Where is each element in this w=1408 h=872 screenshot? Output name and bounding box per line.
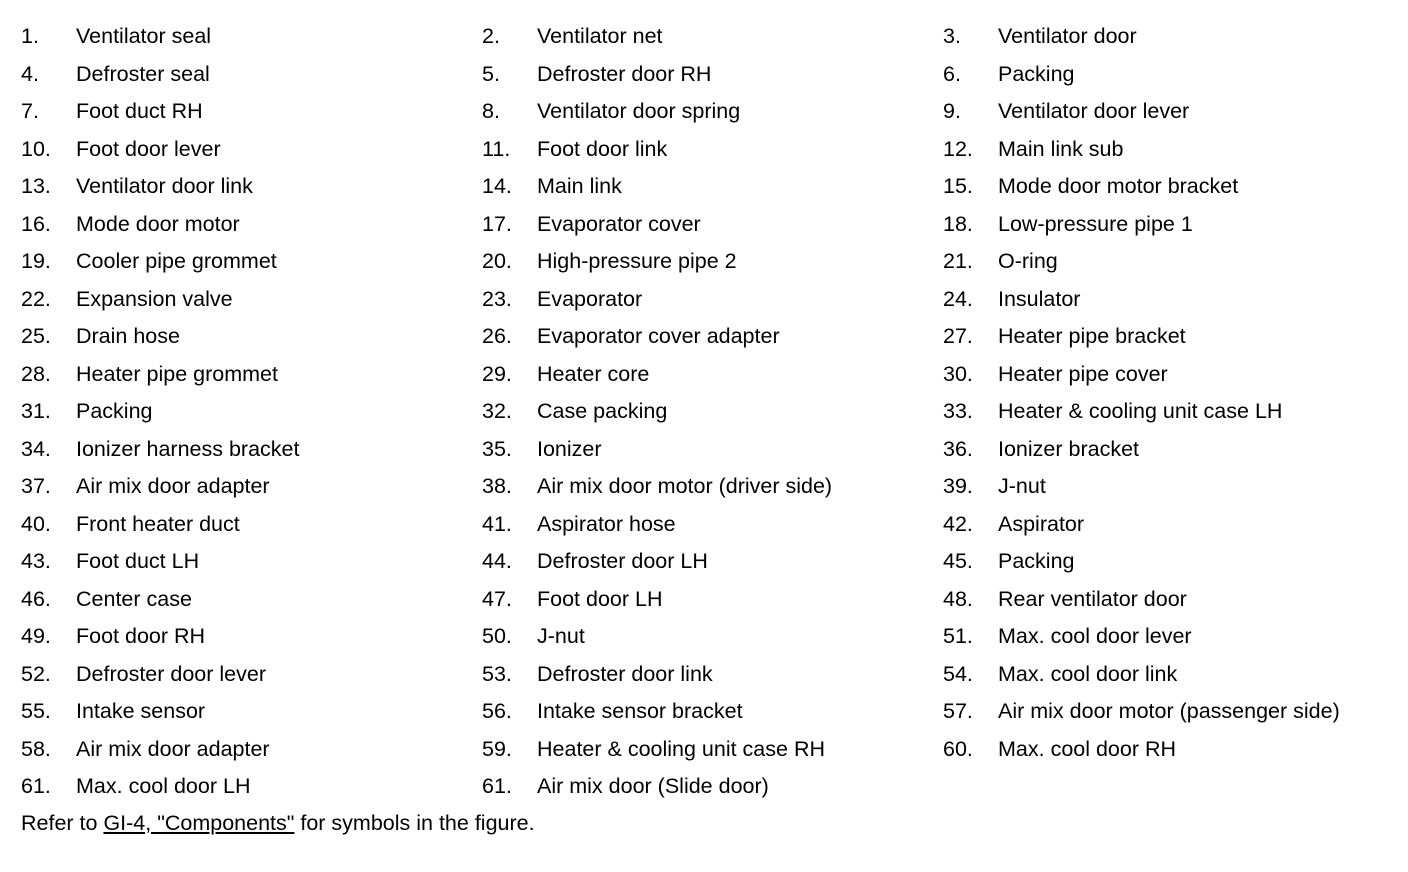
legend-item-label: Rear ventilator door [998,586,1187,611]
legend-item-number: 23. [482,286,512,311]
legend-item-number: 8. [482,99,500,123]
legend-item-label: Low-pressure pipe 1 [998,211,1193,236]
legend-item-number: 16. [21,211,51,236]
legend-item-label: Heater pipe cover [998,361,1168,386]
legend-item-label: Main link sub [998,136,1124,161]
legend-item-number: 21. [943,249,973,273]
legend-item-label: Foot door RH [76,624,206,648]
legend-item-number: 20. [482,249,512,273]
legend-row [0,131,1408,169]
legend-item-number: 4. [21,61,39,86]
legend-item-label: Case packing [537,399,668,423]
legend-item-number: 31. [21,399,51,423]
legend-item-label: Foot door LH [537,586,663,611]
legend-item-label: Mode door motor bracket [998,174,1239,198]
legend-item-number: 35. [482,436,512,461]
legend-row [0,281,1408,319]
legend-row [0,168,1408,206]
legend-item-number: 43. [21,549,51,573]
legend-item-label: Intake sensor [76,699,206,723]
legend-row [0,356,1408,394]
legend-item-number: 61. [21,774,51,798]
legend-item-number: 34. [21,436,51,461]
legend-row [0,468,1408,506]
legend-item-number: 3. [943,24,961,48]
legend-item-label: Expansion valve [76,286,233,311]
legend-item-label: Heater core [537,361,650,386]
legend-item-label: Packing [76,399,153,423]
components-reference-link[interactable]: GI-4, "Components" [103,811,295,835]
legend-item-label: Packing [998,61,1075,86]
legend-item-number: 9. [943,99,961,123]
legend-item-number: 39. [943,474,973,498]
legend-row [0,506,1408,544]
legend-item-label: Mode door motor [76,211,240,236]
legend-item-label: Aspirator [998,511,1085,536]
legend-item-label: Air mix door motor (driver side) [537,474,833,498]
legend-item-number: 5. [482,61,500,86]
legend-row [0,731,1408,769]
legend-item-number: 1. [21,24,39,48]
legend-item-label: Max. cool door lever [998,624,1192,648]
legend-item-label: Foot duct RH [76,99,203,123]
legend-item-label: Evaporator cover [537,211,701,236]
legend-item-number: 10. [21,136,51,161]
legend-item-label: Air mix door adapter [76,736,270,761]
legend-item-number: 11. [482,136,511,161]
legend-item-label: Front heater duct [76,511,240,536]
legend-item-label: Ionizer harness bracket [76,436,300,461]
legend-item-label: Ventilator seal [76,24,212,48]
legend-item-number: 13. [21,174,51,198]
legend-item-label: Ionizer [537,436,602,461]
legend-item-label: Defroster seal [76,61,210,86]
legend-row [0,581,1408,619]
legend-row [0,18,1408,56]
legend-item-label: Ventilator net [537,24,663,48]
legend-item-number: 44. [482,549,512,573]
legend-row [0,243,1408,281]
legend-item-label: Intake sensor bracket [537,699,743,723]
legend-item-number: 25. [21,324,51,348]
parts-legend [0,18,1408,806]
legend-item-number: 42. [943,511,973,536]
legend-item-label: Defroster door link [537,661,713,686]
legend-item-label: Foot duct LH [76,549,200,573]
reference-note [21,805,535,842]
legend-item-number: 40. [21,511,51,536]
legend-row [0,206,1408,244]
legend-item-label: Ventilator door link [76,174,253,198]
legend-item-label: J-nut [537,624,585,648]
legend-item-number: 61. [482,774,512,798]
legend-item-number: 18. [943,211,973,236]
legend-row [0,93,1408,131]
legend-item-number: 30. [943,361,973,386]
legend-item-number: 57. [943,699,973,723]
legend-row [0,656,1408,694]
legend-item-label: Foot door lever [76,136,221,161]
legend-item-label: Heater & cooling unit case LH [998,399,1283,423]
legend-item-number: 58. [21,736,51,761]
legend-item-label: Center case [76,586,192,611]
legend-item-number: 49. [21,624,51,648]
legend-item-number: 38. [482,474,512,498]
legend-item-number: 29. [482,361,512,386]
legend-item-label: Defroster door LH [537,549,708,573]
legend-item-label: Main link [537,174,622,198]
legend-item-number: 54. [943,661,973,686]
legend-item-number: 45. [943,549,973,573]
legend-item-label: Packing [998,549,1075,573]
legend-item-number: 56. [482,699,512,723]
legend-item-label: Air mix door motor (passenger side) [998,699,1340,723]
legend-item-label: Defroster door lever [76,661,266,686]
legend-item-label: Foot door link [537,136,668,161]
legend-item-label: Heater pipe grommet [76,361,278,386]
legend-item-label: High-pressure pipe 2 [537,249,737,273]
legend-item-number: 59. [482,736,512,761]
legend-item-number: 55. [21,699,51,723]
legend-item-label: Ventilator door lever [998,99,1190,123]
legend-row [0,768,1408,806]
legend-item-label: Heater & cooling unit case RH [537,736,826,761]
legend-item-number: 24. [943,286,973,311]
legend-item-label: Evaporator cover adapter [537,324,780,348]
legend-row [0,431,1408,469]
legend-item-number: 22. [21,286,51,311]
legend-item-number: 26. [482,324,512,348]
legend-item-number: 15. [943,174,973,198]
legend-item-number: 6. [943,61,961,86]
legend-item-number: 46. [21,586,51,611]
legend-item-label: Ventilator door [998,24,1137,48]
legend-item-label: O-ring [998,249,1058,273]
legend-item-number: 27. [943,324,973,348]
legend-row [0,318,1408,356]
legend-item-number: 53. [482,661,512,686]
legend-item-label: Ventilator door spring [537,99,741,123]
legend-item-number: 48. [943,586,973,611]
legend-item-label: Drain hose [76,324,180,348]
legend-item-number: 50. [482,624,512,648]
legend-item-number: 19. [21,249,51,273]
legend-item-label: Cooler pipe grommet [76,249,277,273]
legend-item-number: 32. [482,399,512,423]
reference-note-prefix: Refer to [21,811,104,835]
legend-item-number: 41. [482,511,512,536]
legend-item-label: Evaporator [537,286,643,311]
legend-item-number: 51. [943,624,973,648]
legend-item-number: 36. [943,436,973,461]
legend-item-number: 28. [21,361,51,386]
legend-item-label: Max. cool door link [998,661,1178,686]
legend-item-number: 17. [482,211,512,236]
legend-item-label: Aspirator hose [537,511,676,536]
legend-row [0,393,1408,431]
legend-item-number: 7. [21,99,39,123]
legend-item-label: Max. cool door RH [998,736,1177,761]
legend-item-number: 14. [482,174,512,198]
legend-row [0,693,1408,731]
legend-item-number: 12. [943,136,973,161]
legend-item-number: 52. [21,661,51,686]
reference-note-suffix: for symbols in the figure. [294,811,535,835]
legend-item-number: 60. [943,736,973,761]
legend-item-number: 2. [482,24,500,48]
legend-item-label: J-nut [998,474,1046,498]
legend-item-label: Heater pipe bracket [998,324,1186,348]
legend-item-label: Air mix door adapter [76,474,270,498]
legend-item-number: 33. [943,399,973,423]
legend-item-label: Ionizer bracket [998,436,1140,461]
legend-item-label: Insulator [998,286,1081,311]
legend-item-number: 37. [21,474,51,498]
legend-row [0,543,1408,581]
legend-item-number: 47. [482,586,512,611]
legend-item-label: Defroster door RH [537,61,712,86]
legend-row [0,56,1408,94]
legend-item-label: Air mix door (Slide door) [537,774,769,798]
legend-row [0,618,1408,656]
legend-item-label: Max. cool door LH [76,774,251,798]
